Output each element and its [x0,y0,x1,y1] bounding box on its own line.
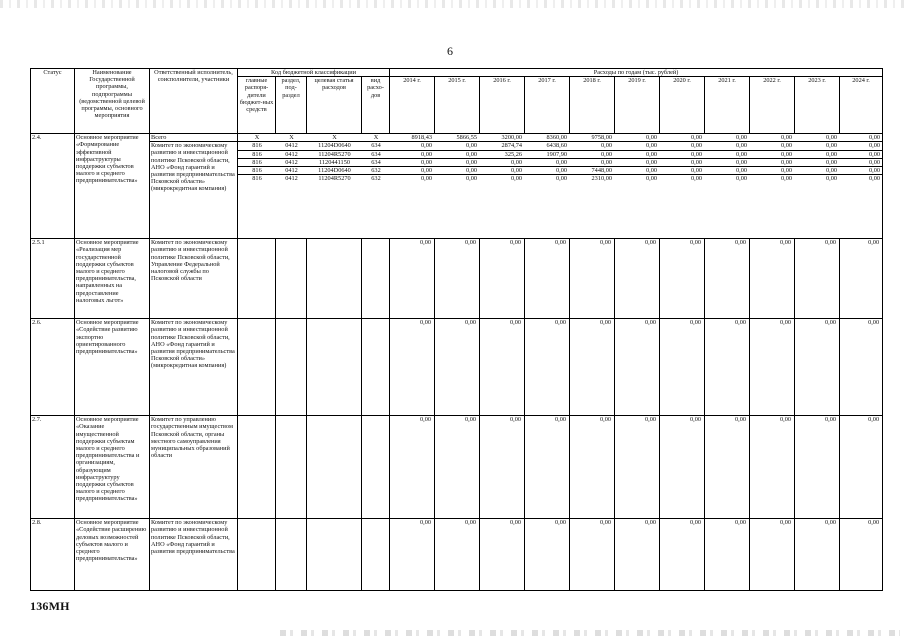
col-year: 2018 г. [570,77,615,134]
line-rzpr: 0412 [285,175,298,183]
cell-vr [362,319,390,416]
line-value: 0,00 [435,158,480,166]
col-grbs: главные распоря-дители бюджет-ных средств [238,77,276,134]
line-value: 0,00 [705,150,750,158]
cell-value: 0,00 [795,319,840,416]
col-year: 2016 г. [480,77,525,134]
cell-rzpr [276,416,307,519]
col-year: 2020 г. [660,77,705,134]
cell-value: 0,00 [660,519,705,591]
cell-value: 0,00 [705,319,750,416]
line-value: 0,00 [840,142,883,150]
line-value: 0,00 [510,175,522,183]
line-value: 0,00 [390,158,435,166]
line-value: 0,00 [750,150,795,158]
line-value: 0,00 [615,167,660,175]
line-value: 0,00 [705,134,750,142]
cell-value: 0,00 [660,239,705,319]
line-value: 0,00 [660,134,705,142]
cell-value: 0,00 [525,319,570,416]
cell-grbs [238,416,276,519]
col-year: 2024 г. [840,77,883,134]
cell-name: Основное мероприятие «Формирование эффективной инфраструктуры поддержки субъектов малого и среднего предпринимательства» [75,134,150,239]
line-rzpr: 0412 [276,142,307,150]
cell-value: 0,00 [705,519,750,591]
cell-value: 0,00 [615,239,660,319]
line-rzpr: 0412 [276,158,307,166]
cell-csr [307,319,362,416]
col-rzpr: раздел, под-раздел [276,77,307,134]
line-value: 0,00 [840,158,883,166]
cell-grbs [238,319,276,416]
line-value: 0,00 [750,158,795,166]
line-grbs: 816 [238,158,276,166]
line-value: 0,00 [795,142,840,150]
cell-grbs [238,239,276,319]
line-grbs: 816 [252,175,262,183]
line-value: 0,00 [480,158,525,166]
cell-rzpr [276,239,307,319]
cell-vr [362,239,390,319]
line-value: 0,00 [840,134,883,142]
line-value: 0,00 [645,175,657,183]
col-year: 2022 г. [750,77,795,134]
table-row [31,519,883,591]
line-value: 8918,43 [390,134,435,142]
col-executor: Ответственный исполнитель, соисполнители, участники [150,69,238,134]
cell-grbs [238,519,276,591]
col-name: Наименование Государственной программы, подпрограммы (ведомственной целевой программы, основного мероприятия [75,69,150,134]
line-value: 0,00 [795,158,840,166]
cell-value: 0,00 [795,416,840,519]
line-value: 0,00 [390,150,435,158]
line-value: 0,00 [615,142,660,150]
line-value: 0,00 [750,142,795,150]
kbk-line [238,150,883,158]
col-kbk: Код бюджетной классификации [238,69,390,77]
cell-value: 0,00 [570,416,615,519]
cell-value: 0,00 [705,416,750,519]
kbk-line [238,167,883,175]
col-csr: целевая статья расходов [307,77,362,134]
line-value: 0,00 [480,167,525,175]
cell-value: 0,00 [525,416,570,519]
cell-value: 0,00 [570,319,615,416]
line-value: 0,00 [435,142,480,150]
line-value: 0,00 [660,142,705,150]
cell-value: 0,00 [525,519,570,591]
line-value: 0,00 [750,167,795,175]
cell-value: 0,00 [795,519,840,591]
line-value: 0,00 [735,175,747,183]
budget-table [30,68,883,591]
cell-value: 0,00 [390,416,435,519]
col-year: 2019 г. [615,77,660,134]
col-year: 2023 г. [795,77,840,134]
cell-value: 0,00 [660,416,705,519]
cell-value: 0,00 [615,416,660,519]
cell-value: 0,00 [570,519,615,591]
line-value: 3200,00 [480,134,525,142]
cell-executor: Комитет по управлению государственным имуществом Псковской области, органы местного самоуправления муниципальных образований области [150,416,238,519]
line-value: 0,00 [570,150,615,158]
col-expenses: Расходы по годам (тыс. рублей) [390,69,883,77]
line-value: 0,00 [660,150,705,158]
cell-value: 0,00 [795,239,840,319]
table-row [31,134,883,239]
line-value: 0,00 [615,134,660,142]
line-vr: 634 [362,142,390,150]
cell-name: Основное мероприятие «Содействие развитию экспортно ориентированного предпринимательства» [75,319,150,416]
cell-vr [362,416,390,519]
kbk-line [238,175,883,183]
cell-value: 0,00 [750,519,795,591]
line-value: 2310,00 [591,175,612,183]
table-row [31,416,883,519]
col-year: 2017 г. [525,77,570,134]
cell-status: 2.6. [31,319,75,416]
executor-text: Комитет по экономическому развитию и инвестиционной политике Псковской области, АНО «Фонд гарантий и развития предпринимательства Псковской области» (микрокредитная компания) [151,142,235,193]
line-value: 0,00 [780,175,792,183]
line-value: 325,26 [480,150,525,158]
line-value: 0,00 [705,158,750,166]
cell-value: 0,00 [750,319,795,416]
line-rzpr: 0412 [276,150,307,158]
line-value: 0,00 [705,142,750,150]
cell-value: 0,00 [480,416,525,519]
line-vr: X [362,134,390,142]
line-grbs: 816 [238,142,276,150]
cell-value: 0,00 [480,519,525,591]
line-value: 0,00 [660,167,705,175]
cell-value: 0,00 [390,519,435,591]
line-rzpr: X [276,134,307,142]
col-vr: вид расхо-дов [362,77,390,134]
line-value: 0,00 [435,167,480,175]
cell-value: 0,00 [480,319,525,416]
line-value: 0,00 [390,167,435,175]
kbk-lines-cell [238,134,883,239]
cell-value: 0,00 [435,416,480,519]
kbk-line [238,142,883,150]
line-rzpr: 0412 [276,167,307,175]
line-vr: 634 [362,150,390,158]
cell-executor: Комитет по экономическому развитию и инвестиционной политике Псковской области, АНО «Фонд гарантий и развития предпринимательства [150,519,238,591]
line-csr: 11204R5270 [307,150,362,158]
line-value: 0,00 [705,167,750,175]
cell-executor: Комитет по экономическому развитию и инвестиционной политике Псковской области, АНО «Фонд гарантий и развития предпринимательства Псковской области» (микрокредитная компания) [150,319,238,416]
cell-vr [362,519,390,591]
cell-name: Основное мероприятие «Реализация мер государственной поддержки субъектов малого и среднего предпринимательства, направленных на предоставление налоговых льгот» [75,239,150,319]
page-number: 6 [447,44,453,58]
line-value: 0,00 [555,175,567,183]
line-value: 0,00 [615,150,660,158]
line-value: 0,00 [525,167,570,175]
scan-noise-bottom [280,630,900,636]
line-grbs: X [238,134,276,142]
col-year: 2014 г. [390,77,435,134]
line-csr: 1120441150 [307,158,362,166]
executor-total: Всего [150,134,237,142]
table-row [31,319,883,416]
line-value: 7448,00 [570,167,615,175]
line-value: 0,00 [570,142,615,150]
line-value: 5866,55 [435,134,480,142]
cell-value: 0,00 [570,239,615,319]
cell-value: 0,00 [840,239,883,319]
line-grbs: 816 [238,167,276,175]
cell-value: 0,00 [390,239,435,319]
cell-value: 0,00 [705,239,750,319]
cell-csr [307,239,362,319]
line-value: 0,00 [840,167,883,175]
table-row [31,239,883,319]
kbk-lines [238,134,883,182]
line-csr: X [307,134,362,142]
line-value: 0,00 [420,175,432,183]
col-year: 2015 г. [435,77,480,134]
col-status: Статус [31,69,75,134]
line-value: 0,00 [795,167,840,175]
cell-csr [307,519,362,591]
line-vr: 632 [362,167,390,175]
scan-noise-top [0,0,905,8]
cell-rzpr [276,519,307,591]
cell-executor [150,134,238,239]
cell-value: 0,00 [435,239,480,319]
line-value: 0,00 [570,158,615,166]
line-value: 0,00 [825,175,837,183]
line-vr: 634 [362,158,390,166]
cell-status: 2.4. [31,134,75,239]
cell-value: 0,00 [525,239,570,319]
cell-value: 0,00 [435,319,480,416]
cell-csr [307,416,362,519]
cell-value: 0,00 [750,239,795,319]
line-vr: 632 [371,175,381,183]
line-csr: 11204D0640 [307,142,362,150]
cell-value: 0,00 [660,319,705,416]
line-value: 0,00 [840,150,883,158]
cell-name: Основное мероприятие «Оказание имущественной поддержки субъектам малого и среднего предпринимательства и организациям, образующим инфраструктуру поддержки субъектов малого и среднего предпринимательства» [75,416,150,519]
cell-value: 0,00 [615,319,660,416]
line-csr: 11204R5270 [318,175,351,183]
line-value: 8360,00 [525,134,570,142]
line-value: 0,00 [525,158,570,166]
line-value: 0,00 [465,175,477,183]
line-grbs: 816 [238,150,276,158]
cell-rzpr [276,319,307,416]
line-value: 9758,00 [570,134,615,142]
line-value: 2874,74 [480,142,525,150]
line-value: 1907,90 [525,150,570,158]
kbk-line [238,158,883,166]
cell-status: 2.7. [31,416,75,519]
cell-status: 2.8. [31,519,75,591]
cell-value: 0,00 [840,319,883,416]
line-value: 0,00 [868,175,880,183]
kbk-line [238,134,883,142]
line-value: 0,00 [795,134,840,142]
cell-name: Основное мероприятие «Содействие расширению деловых возможностей субъектов малого и среднего предпринимательства» [75,519,150,591]
line-value: 0,00 [750,134,795,142]
col-year: 2021 г. [705,77,750,134]
document-code: 136МН [30,599,70,613]
line-value: 0,00 [795,150,840,158]
cell-value: 0,00 [435,519,480,591]
cell-value: 0,00 [840,519,883,591]
line-value: 0,00 [660,158,705,166]
line-csr: 11204D0640 [307,167,362,175]
line-value: 0,00 [390,142,435,150]
cell-value: 0,00 [840,416,883,519]
cell-value: 0,00 [750,416,795,519]
cell-value: 0,00 [390,319,435,416]
line-value: 6438,60 [525,142,570,150]
line-value: 0,00 [615,158,660,166]
cell-executor: Комитет по экономическому развитию и инвестиционной политике Псковской области, Управление Федеральной налоговой службы по Псковской области [150,239,238,319]
header-row-1 [31,69,883,77]
cell-value: 0,00 [615,519,660,591]
line-value: 0,00 [690,175,702,183]
cell-value: 0,00 [480,239,525,319]
cell-status: 2.5.1 [31,239,75,319]
line-value: 0,00 [435,150,480,158]
